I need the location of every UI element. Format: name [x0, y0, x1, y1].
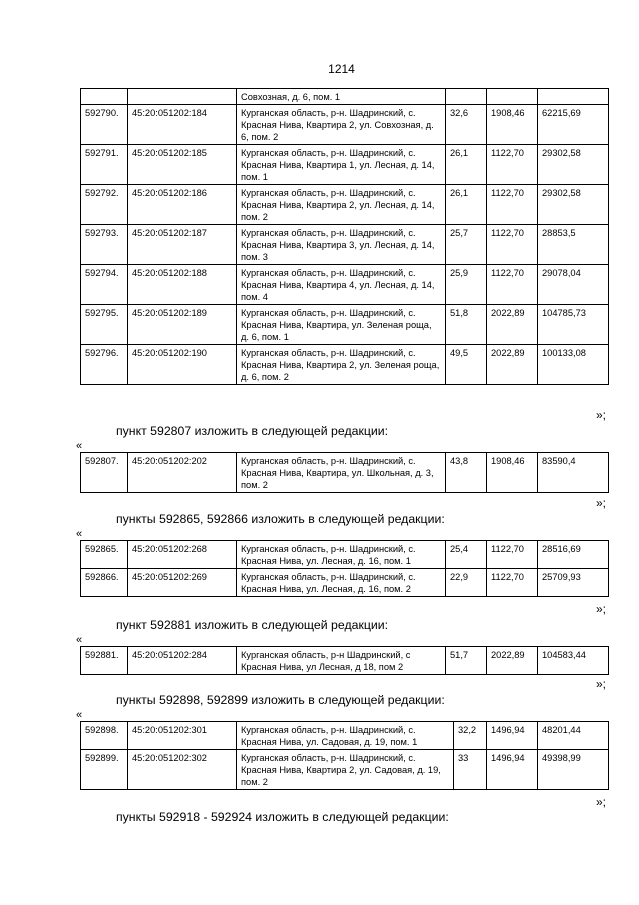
cadastral-value: 28516,69 [538, 541, 609, 569]
area: 22,9 [446, 569, 487, 597]
cadastral-number: 45:20:051202:268 [128, 541, 237, 569]
amendment-paragraph: пункты 592918 - 592924 изложить в следующей редакции: [116, 810, 449, 824]
address: Курганская область, р-н. Шадринский, с. Красная Нива, ул. Лесная, д. 16, пом. 2 [237, 569, 446, 597]
table-row [81, 265, 609, 305]
area: 32,6 [446, 105, 487, 145]
registry-table-2 [80, 452, 609, 493]
cost-rate: 2022,89 [487, 345, 538, 385]
row-number: 592792. [81, 185, 128, 225]
cost-rate: 1122,70 [487, 225, 538, 265]
area: 51,7 [446, 647, 487, 675]
cadastral-number: 45:20:051202:184 [128, 105, 237, 145]
cadastral-value: 62215,69 [538, 105, 609, 145]
address: Совхозная, д. 6, пом. 1 [237, 89, 446, 105]
row-number: 592898. [81, 722, 128, 750]
row-number: 592899. [81, 750, 128, 790]
table-row [81, 105, 609, 145]
closing-quote: »; [596, 602, 607, 616]
closing-quote: »; [596, 408, 607, 422]
row-number: 592881. [81, 647, 128, 675]
cadastral-number: 45:20:051202:302 [128, 750, 237, 790]
address: Курганская область, р-н. Шадринский, с. Красная Нива, Квартира, ул. Школьная, д. 3, пом. 2 [237, 453, 446, 493]
row-number: 592807. [81, 453, 128, 493]
cadastral-value: 29078,04 [538, 265, 609, 305]
row-number: 592865. [81, 541, 128, 569]
opening-quote: « [76, 709, 83, 721]
cost-rate: 2022,89 [487, 305, 538, 345]
cadastral-number: 45:20:051202:284 [128, 647, 237, 675]
registry-table-4 [80, 646, 609, 675]
table-row [81, 722, 609, 750]
table-row [81, 185, 609, 225]
closing-quote: »; [596, 496, 607, 510]
address: Курганская область, р-н. Шадринский, с. Красная Нива, Квартира 3, ул. Лесная, д. 14, пом. 3 [237, 225, 446, 265]
opening-quote: « [76, 634, 83, 646]
registry-table-5 [80, 721, 609, 790]
cost-rate: 2022,89 [487, 647, 538, 675]
table-row [81, 145, 609, 185]
page-number: 1214 [328, 62, 355, 76]
cadastral-number: 45:20:051202:187 [128, 225, 237, 265]
row-number: 592794. [81, 265, 128, 305]
address: Курганская область, р-н. Шадринский, с. Красная Нива, ул. Лесная, д. 16, пом. 1 [237, 541, 446, 569]
amendment-paragraph: пункт 592807 изложить в следующей редакции: [116, 424, 389, 438]
area: 25,4 [446, 541, 487, 569]
address: Курганская область, р-н Шадринский, с Красная Нива, ул Лесная, д 18, пом 2 [237, 647, 446, 675]
cadastral-number: 45:20:051202:269 [128, 569, 237, 597]
cadastral-number: 45:20:051202:188 [128, 265, 237, 305]
cost-rate: 1496,94 [487, 722, 538, 750]
cadastral-value: 29302,58 [538, 145, 609, 185]
cadastral-number: 45:20:051202:186 [128, 185, 237, 225]
cadastral-value: 48201,44 [538, 722, 609, 750]
cadastral-number: 45:20:051202:202 [128, 453, 237, 493]
registry-table-3 [80, 540, 609, 597]
cadastral-value: 49398,99 [538, 750, 609, 790]
row-number: 592795. [81, 305, 128, 345]
address: Курганская область, р-н. Шадринский, с. Красная Нива, Квартира 2, ул. Совхозная, д. 6, пом. 2 [237, 105, 446, 145]
area: 25,7 [446, 225, 487, 265]
cadastral-number: 45:20:051202:189 [128, 305, 237, 345]
cost-rate [487, 89, 538, 105]
table-row [81, 345, 609, 385]
table-row [81, 225, 609, 265]
row-number: 592866. [81, 569, 128, 597]
address: Курганская область, р-н. Шадринский, с. Красная Нива, Квартира 4, ул. Лесная, д. 14, пом. 4 [237, 265, 446, 305]
cadastral-value: 83590,4 [538, 453, 609, 493]
cadastral-number: 45:20:051202:185 [128, 145, 237, 185]
table-row [81, 453, 609, 493]
cadastral-value [538, 89, 609, 105]
amendment-paragraph: пункты 592865, 592866 изложить в следующей редакции: [116, 512, 445, 526]
opening-quote: « [76, 440, 83, 452]
area: 26,1 [446, 145, 487, 185]
amendment-paragraph: пункт 592881 изложить в следующей редакции: [116, 618, 389, 632]
amendment-paragraph: пункты 592898, 592899 изложить в следующей редакции: [116, 693, 445, 707]
cost-rate: 1496,94 [487, 750, 538, 790]
address: Курганская область, р-н. Шадринский, с. Красная Нива, Квартира, ул. Зеленая роща, д. 6, пом. 1 [237, 305, 446, 345]
row-number: 592790. [81, 105, 128, 145]
cost-rate: 1122,70 [487, 541, 538, 569]
area: 32,2 [454, 722, 487, 750]
closing-quote: »; [596, 677, 607, 691]
area: 26,1 [446, 185, 487, 225]
area: 49,5 [446, 345, 487, 385]
cadastral-number [128, 89, 237, 105]
registry-table-1 [80, 88, 609, 385]
row-number: 592796. [81, 345, 128, 385]
area [446, 89, 487, 105]
area: 43,8 [446, 453, 487, 493]
cost-rate: 1122,70 [487, 569, 538, 597]
address: Курганская область, р-н. Шадринский, с. Красная Нива, Квартира 2, ул. Лесная, д. 14, пом. 2 [237, 185, 446, 225]
address: Курганская область, р-н. Шадринский, с. Красная Нива, Квартира 1, ул. Лесная, д. 14, пом. 1 [237, 145, 446, 185]
table-row [81, 569, 609, 597]
area: 33 [454, 750, 487, 790]
row-number: 592793. [81, 225, 128, 265]
address: Курганская область, р-н. Шадринский, с. Красная Нива, Квартира 2, ул. Зеленая роща, д. 6, пом. 2 [237, 345, 446, 385]
address: Курганская область, р-н. Шадринский, с. Красная Нива, ул. Садовая, д. 19, пом. 1 [237, 722, 454, 750]
cost-rate: 1122,70 [487, 185, 538, 225]
cadastral-value: 28853,5 [538, 225, 609, 265]
opening-quote: « [76, 528, 83, 540]
table-row [81, 89, 609, 105]
table-row [81, 647, 609, 675]
table-row [81, 750, 609, 790]
row-number: 592791. [81, 145, 128, 185]
area: 51,8 [446, 305, 487, 345]
cadastral-value: 25709,93 [538, 569, 609, 597]
row-number [81, 89, 128, 105]
cadastral-number: 45:20:051202:301 [128, 722, 237, 750]
cost-rate: 1122,70 [487, 145, 538, 185]
cost-rate: 1122,70 [487, 265, 538, 305]
table-row [81, 541, 609, 569]
area: 25,9 [446, 265, 487, 305]
cadastral-value: 104583,44 [538, 647, 609, 675]
cadastral-value: 29302,58 [538, 185, 609, 225]
cadastral-value: 100133,08 [538, 345, 609, 385]
cost-rate: 1908,46 [487, 105, 538, 145]
cadastral-number: 45:20:051202:190 [128, 345, 237, 385]
cadastral-value: 104785,73 [538, 305, 609, 345]
closing-quote: »; [596, 795, 607, 809]
address: Курганская область, р-н. Шадринский, с. Красная Нива, Квартира 2, ул. Садовая, д. 19, пом. 2 [237, 750, 454, 790]
table-row [81, 305, 609, 345]
cost-rate: 1908,46 [487, 453, 538, 493]
